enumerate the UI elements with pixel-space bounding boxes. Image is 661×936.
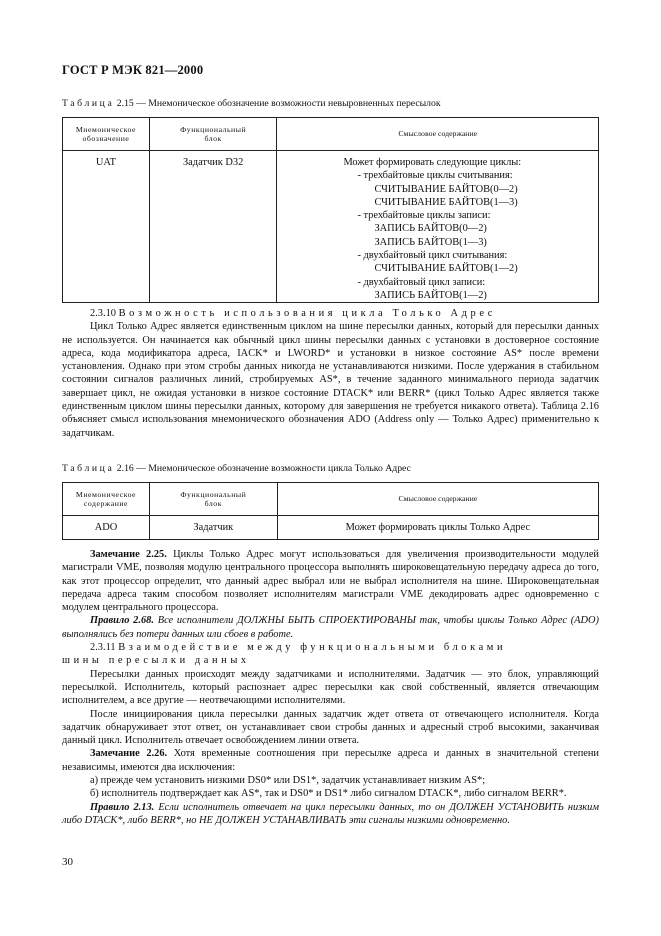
section-2-3-10 — [62, 307, 599, 440]
note-2-26-item-a: а) прежде чем установить низкими DS0* или DS1*, задатчик устанавливает низким AS*; — [90, 775, 486, 787]
cell-mnemonic: ADO — [63, 516, 150, 540]
rule-2-68: Правило 2.68. Все исполнители ДОЛЖНЫ БЫТЬ СПРОЕКТИРОВАНЫ так, чтобы циклы Только Адрес (ADO) выполнялись без потери данных или сбоев в работе. — [62, 615, 599, 640]
rule-2-13: Правило 2.13. Если исполнитель отвечает на цикл пересылки данных, то он ДОЛЖЕН УСТАНОВИТЬ низким либо DTACK*, либо BERR*, но НЕ ДОЛЖЕН УСТАНАВЛИВАТЬ эти сигналы низкими одновременно. — [62, 801, 599, 826]
table-caption-text: 2.16 — Мнемоническое обозначение возможности цикла Только Адрес — [114, 463, 411, 474]
header-cell-mnemonic: Мнемоническое содержание — [63, 483, 150, 516]
table-header-row — [63, 483, 599, 516]
section-body: Цикл Только Адрес является единственным циклом на шине пересылки данных, который для пересылки данных не используется. Он начинается как обычный цикл шины пересылки данных с установки в достоверное состояние адреса, кода модификатора адреса, IACK* и LWORD* и установки в низкое состояние AS* после времени установления. Однако при этом стробы данных никогда не устанавливаются низкими. После удержания в стабильном состоянии сигналов различных линий, стробируемых AS*, в течение заданного минимального периода задатчик завершает цикл, не ожидая установки в низкое состояние DTACK* или BERR* (цикл Только Адрес является также единственным циклом шины пересылки данных, которому для завершения не требуется никакого ответа). Таблица 2.16 объясняет смысл использования мнемонического обозначения ADO (Address only — Только Адрес) применительно к задатчикам. — [62, 321, 599, 439]
section-2-3-11-para2: После инициирования цикла пересылки данных задатчик ждет ответа от отвечающего исполнителя. Когда задатчик обнаруживает этот ответ, он устанавливает свои стробы данных и адресный строб высокими, заканчивая данный цикл. Исполнитель отвечает освобождением линии ответа. — [62, 708, 599, 747]
table-caption-2-16 — [62, 462, 411, 475]
table-caption-2-15 — [62, 97, 441, 110]
section-2-3-11-heading: 2.3.11 Взаимодействие между функциональными блоками — [90, 642, 507, 654]
header-cell-block: Функциональный блок — [149, 118, 277, 151]
table-row — [63, 151, 599, 303]
page-header: ГОСТ Р МЭК 821—2000 — [62, 63, 204, 77]
cell-content: Может формировать циклы Только Адрес — [277, 516, 598, 540]
note-2-26: Замечание 2.26. Хотя временные соотношения при пересылке адреса и данных в значительной степени независимы, имеются два исключения: — [62, 748, 599, 773]
table-caption-text: 2.15 — Мнемоническое обозначение возможности невыровненных пересылок — [114, 98, 441, 109]
section-heading: 2.3.10 Возможность использования цикла Только Адрес — [90, 308, 496, 319]
section-2-3-11-para1: Пересылки данных происходят между задатчиками и исполнителями. Задатчик — это блок, управляющий пересылкой. Исполнитель, который распознает адрес пересылки как свой собственный, является отвечающим исполнителем, а все другие — неотвечающими исполнителями. — [62, 668, 599, 707]
cell-content: Может формировать следующие циклы: - трехбайтовые циклы считывания: СЧИТЫВАНИЕ БАЙТОВ(0—2) СЧИТЫВАНИЕ БАЙТОВ(1—3) - трехбайтовые циклы записи: ЗАПИСЬ БАЙТОВ(0—2) ЗАПИСЬ БАЙТОВ(1—3) - двухбайтовый цикл считывания: СЧИТЫВАНИЕ БАЙТОВ(1—2) - двухбайтовый цикл записи: ЗАПИСЬ БАЙТОВ(1—2) — [277, 151, 599, 303]
note-2-25: Замечание 2.25. Циклы Только Адрес могут использоваться для увеличения производительности модулей магистрали VME, позволяя модулю центрального процессора выполнять широковещательную передачу адреса до того, как этот процессор определит, что данный адрес выбрал или не выбрал исполнителя на шине. Широковещательная передача адреса таким способом позволяет исполнителям магистрали VME декодировать адрес одновременно с модулем центрального процессора. — [62, 549, 599, 614]
header-cell-content: Смысловое содержание — [277, 118, 599, 151]
table-caption-prefix: Таблица — [62, 98, 115, 109]
table-header-row — [63, 118, 599, 151]
header-cell-content: Смысловое содержание — [277, 483, 598, 516]
mnemonic-table-2-16 — [62, 482, 599, 540]
header-cell-block: Функциональный блок — [149, 483, 277, 516]
note-2-26-item-b: б) исполнитель подтверждает как AS*, так и DS0* и DS1* либо сигналом DTACK*, либо сигналом BERR*. — [90, 788, 567, 800]
cell-mnemonic: UAT — [63, 151, 150, 303]
cell-block: Задатчик — [149, 516, 277, 540]
page-number: 30 — [62, 856, 73, 868]
header-cell-mnemonic: Мнемоническое обозначение — [63, 118, 150, 151]
body-text-lower — [62, 548, 599, 827]
mnemonic-table-2-15 — [62, 117, 599, 303]
table-row — [63, 516, 599, 540]
section-2-3-11-heading-cont: шины пересылки данных — [62, 655, 250, 667]
table-caption-prefix: Таблица — [62, 463, 115, 474]
cell-block: Задатчик D32 — [149, 151, 277, 303]
